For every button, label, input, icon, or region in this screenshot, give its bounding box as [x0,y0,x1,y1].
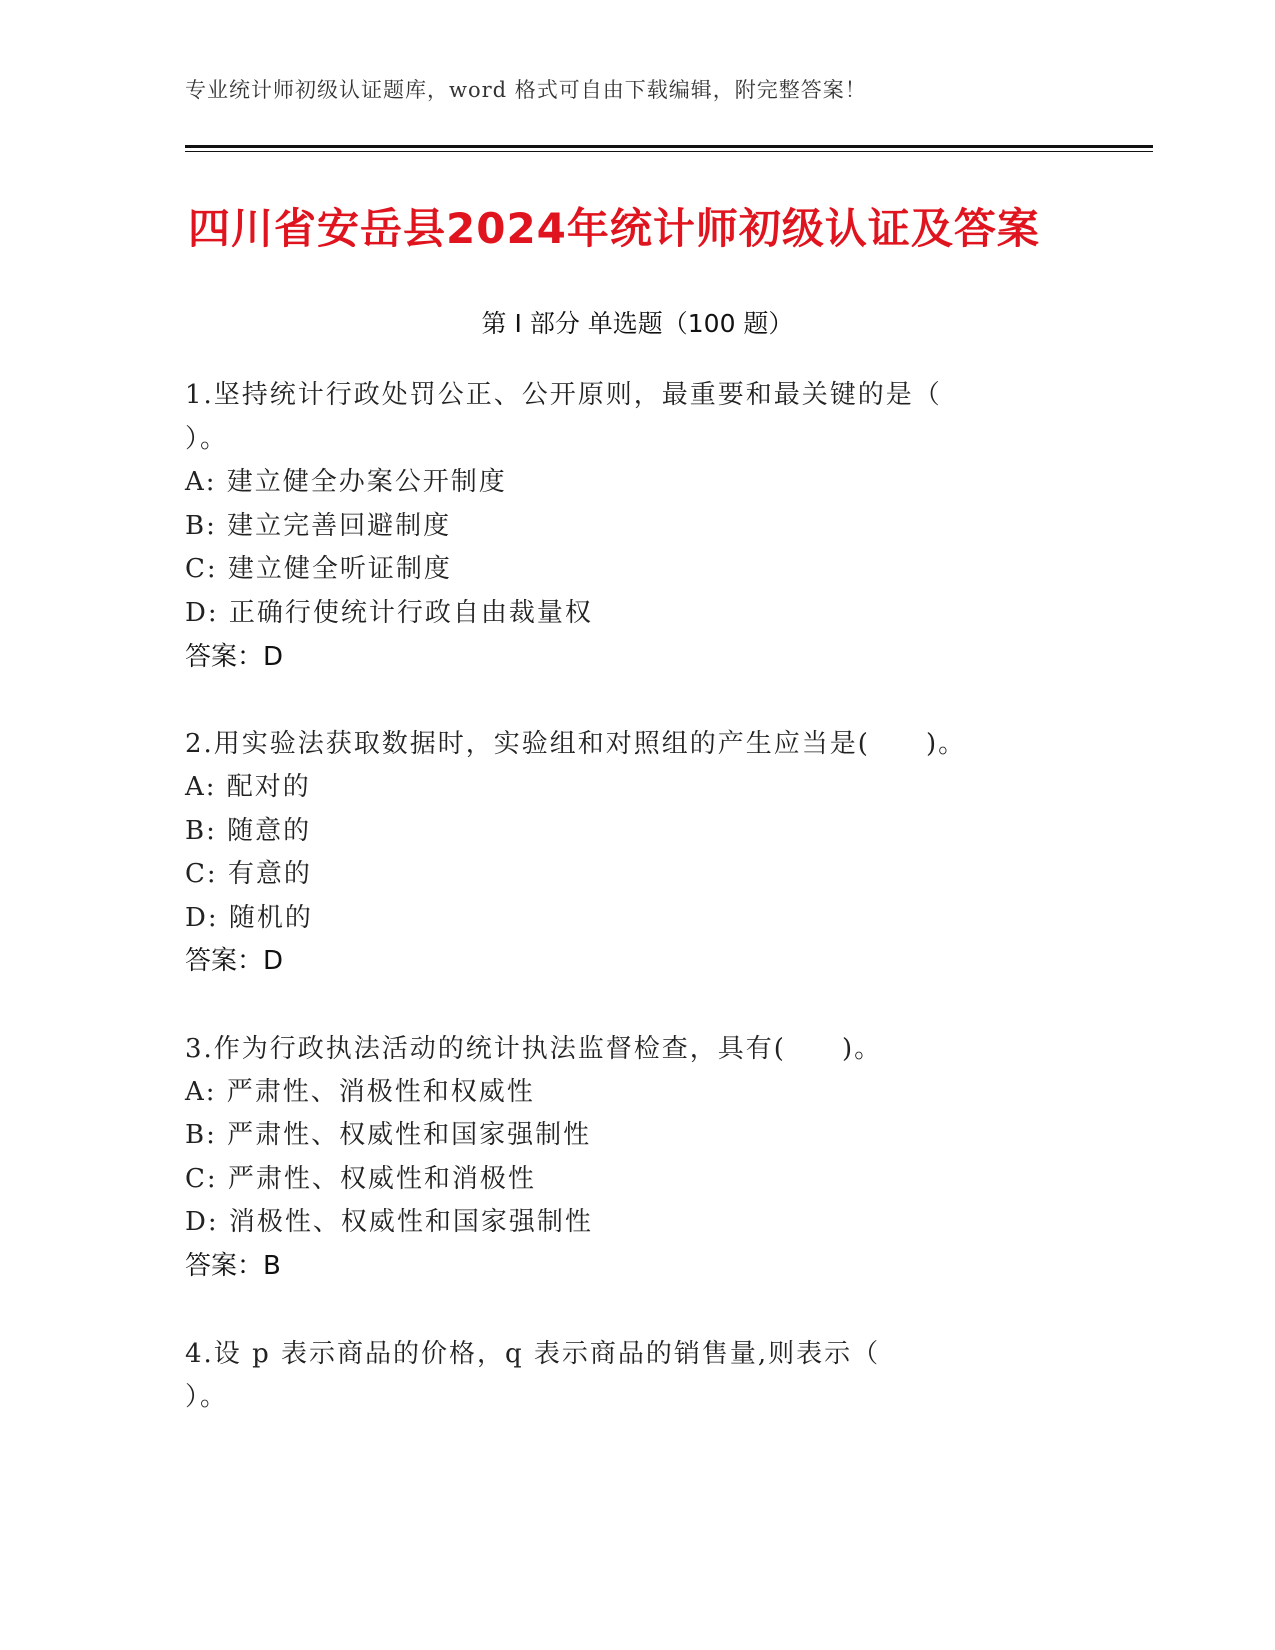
question-stem-line: 2.用实验法获取数据时，实验组和对照组的产生应当是( )。 [185,729,967,759]
header-rule-thin [185,151,1153,152]
option-b: B: 建立完善回避制度 [185,511,452,541]
question-stem-line: ）。 [185,1382,229,1412]
option-d: D: 消极性、权威性和国家强制性 [185,1207,593,1237]
question-stem-line: ）。 [185,424,229,454]
option-d: D: 随机的 [185,903,313,933]
option-a: A: 严肃性、消极性和权威性 [185,1077,535,1107]
option-b: B: 严肃性、权威性和国家强制性 [185,1120,592,1150]
question-stem-line: 4.设 p 表示商品的价格，q 表示商品的销售量,则表示（ [185,1339,881,1369]
option-b: B: 随意的 [185,816,312,846]
option-c: C: 建立健全听证制度 [185,554,452,584]
question-stem-line: 3.作为行政执法活动的统计执法监督检查，具有( )。 [185,1034,883,1064]
section-title: 第 I 部分 单选题（100 题） [481,309,794,338]
option-a: A: 建立健全办案公开制度 [185,467,507,497]
option-c: C: 有意的 [185,859,312,889]
header-rule-thick [185,145,1153,148]
option-d: D: 正确行使统计行政自由裁量权 [185,598,593,628]
page-header-text: 专业统计师初级认证题库，word 格式可自由下载编辑，附完整答案！ [185,78,867,102]
answer: 答案：D [185,642,284,672]
question-stem-line: 1.坚持统计行政处罚公正、公开原则，最重要和最关键的是（ [185,380,942,410]
option-a: A: 配对的 [185,772,311,802]
answer: 答案：D [185,946,284,976]
option-c: C: 严肃性、权威性和消极性 [185,1164,536,1194]
answer: 答案：B [185,1251,281,1281]
document-title: 四川省安岳县2024年统计师初级认证及答案 [188,204,1040,253]
